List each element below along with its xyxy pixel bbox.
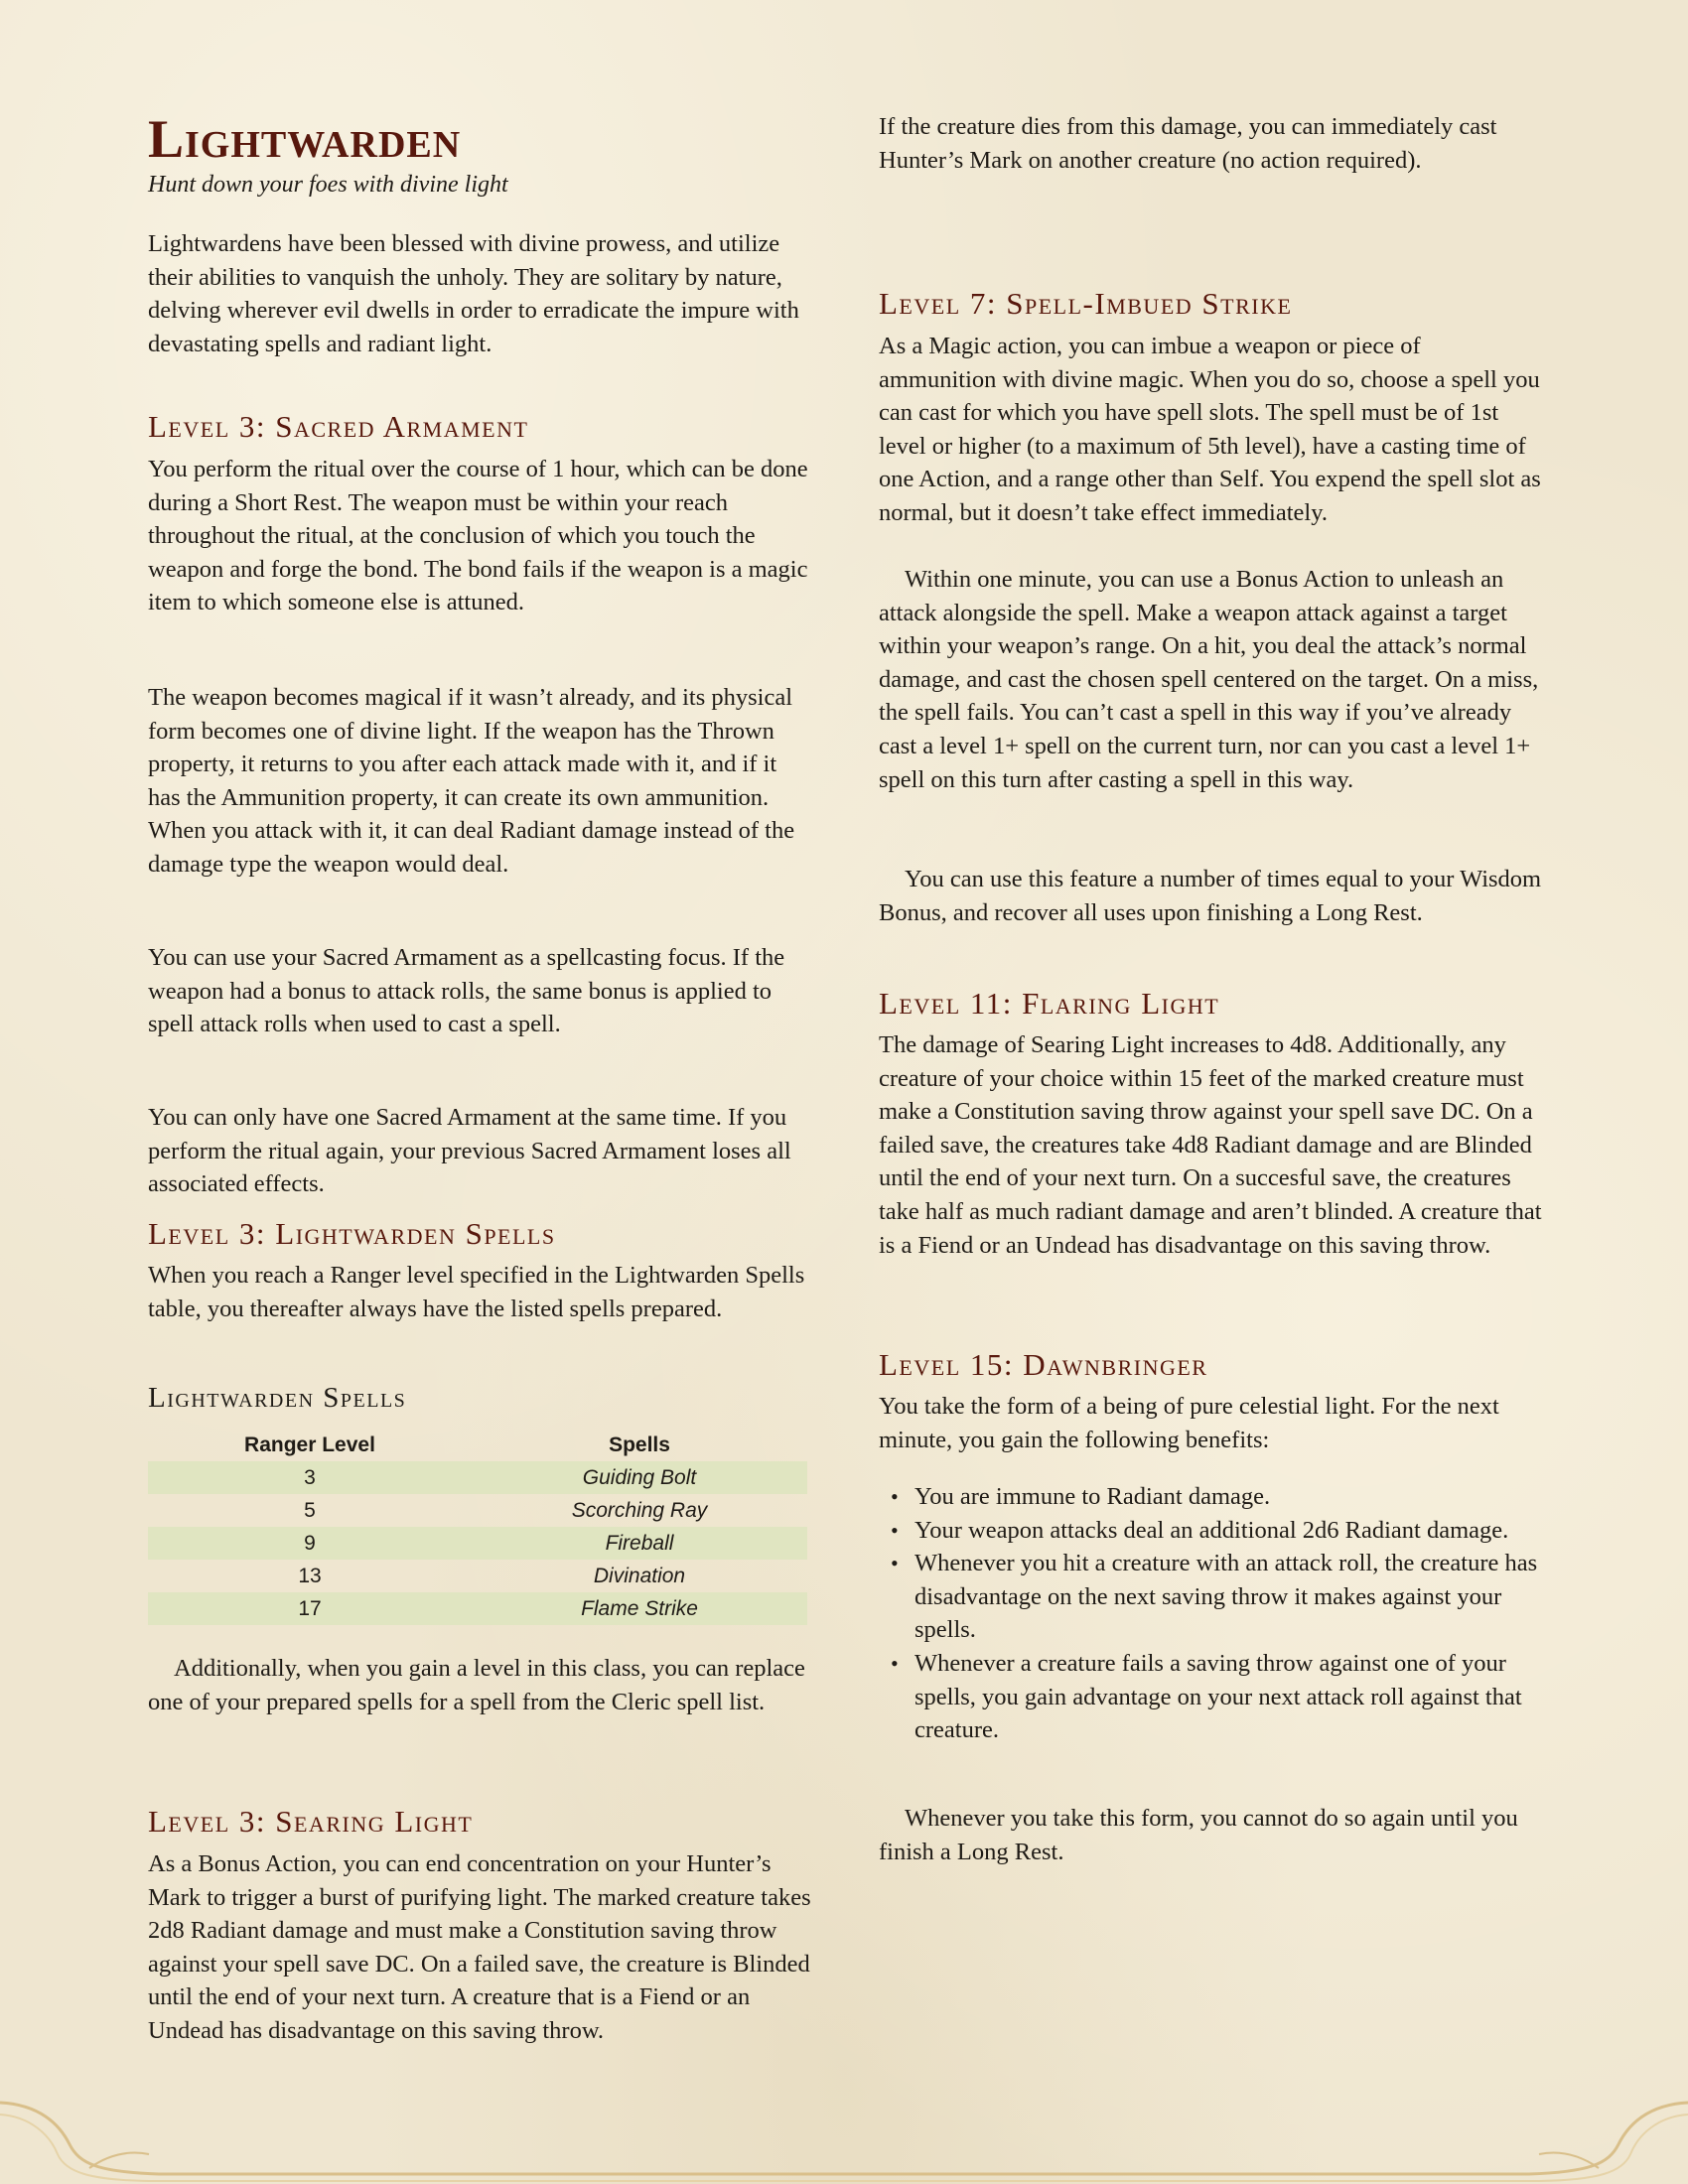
- lightwarden-spells-p2: Additionally, when you gain a level in this class, you can replace one of your prepared spells for a spell from the Cleric spell list.: [148, 1655, 805, 1715]
- list-item: • Whenever a creature fails a saving throw against one of your spells, you gain advantage on your next attack roll against that creature.: [879, 1647, 1542, 1747]
- lightwarden-spells-p1: When you reach a Ranger level specified in the Lightwarden Spells table, you thereafter always have the listed spells prepared.: [148, 1262, 805, 1322]
- table-cell-level: 3: [148, 1461, 472, 1494]
- bullet-icon: •: [891, 1650, 899, 1676]
- table-cell-level: 5: [304, 1498, 316, 1522]
- flaring-light-p1: The damage of Searing Light increases to 4d8. Additionally, any creature of your choice within 15 feet of the marked creature must make a Constitution saving throw against your spell save DC. On a failed save, the creatures take 4d8 Radiant damage and are Blinded until the end of your next turn. On a succesful save, the creatures take half as much radiant damage and aren’t blinded. A creature that is a Fiend or an Undead has disadvantage on this saving throw.: [879, 1031, 1542, 1259]
- table-row: [148, 1494, 807, 1527]
- sacred-armament-p4: You can only have one Sacred Armament at the same time. If you perform the ritual again, your previous Sacred Armament loses all associated effects.: [148, 1104, 791, 1198]
- table-row: [148, 1461, 807, 1494]
- list-item: • Whenever you hit a creature with an attack roll, the creature has disadvantage on the next saving throw it makes against your spells.: [879, 1547, 1542, 1647]
- table-header-ranger-level: Ranger Level: [244, 1433, 375, 1456]
- table-header-spells: Spells: [609, 1433, 670, 1456]
- heading-searing-light: Level 3: Searing Light: [148, 1804, 474, 1839]
- heading-lightwarden-spells: Level 3: Lightwarden Spells: [148, 1216, 556, 1251]
- page-title: Lightwarden: [148, 109, 462, 169]
- spells-table: [148, 1430, 807, 1625]
- table-cell-spell: Guiding Bolt: [472, 1461, 807, 1494]
- page-subtitle: Hunt down your foes with divine light: [148, 172, 508, 198]
- bullet-icon: •: [891, 1517, 899, 1543]
- table-cell-level: 9: [148, 1527, 472, 1560]
- list-item: • Your weapon attacks deal an additional 2d6 Radiant damage.: [879, 1514, 1542, 1548]
- spell-imbued-strike-p2: Within one minute, you can use a Bonus Action to unleash an attack alongside the spell. Make a weapon attack against a target within your weapon’s range. On a hit, you deal the attack’s normal damage, and cast the chosen spell centered on the target. On a miss, the spell fails. You can’t cast a spell in this way if you’ve already cast a level 1+ spell on the current turn, nor can you cast a level 1+ spell on this turn after casting a spell in this way.: [879, 566, 1539, 793]
- heading-dawnbringer: Level 15: Dawnbringer: [879, 1347, 1208, 1382]
- spells-table-title: Lightwarden Spells: [148, 1382, 407, 1414]
- dawnbringer-benefits-list: [879, 1480, 1542, 1747]
- heading-sacred-armament: Level 3: Sacred Armament: [148, 409, 529, 444]
- heading-flaring-light: Level 11: Flaring Light: [879, 986, 1220, 1021]
- footer-ornament: [0, 2085, 1688, 2184]
- list-item: • You are immune to Radiant damage.: [879, 1480, 1542, 1514]
- bullet-icon: •: [891, 1484, 899, 1509]
- dawnbringer-p1: You take the form of a being of pure celestial light. For the next minute, you gain the following benefits:: [879, 1393, 1499, 1453]
- table-cell-spell: Fireball: [472, 1527, 807, 1560]
- bullet-icon: •: [891, 1551, 899, 1576]
- intro-paragraph: Lightwardens have been blessed with divine prowess, and utilize their abilities to vanquish the unholy. They are solitary by nature, delving wherever evil dwells in order to erradicate the impure with devastating spells and radiant light.: [148, 230, 799, 357]
- sacred-armament-p3: You can use your Sacred Armament as a spellcasting focus. If the weapon had a bonus to attack rolls, the same bonus is applied to spell attack rolls when used to cast a spell.: [148, 944, 785, 1038]
- spell-imbued-strike-p3: You can use this feature a number of times equal to your Wisdom Bonus, and recover all uses upon finishing a Long Rest.: [879, 866, 1542, 926]
- table-cell-level: 17: [148, 1592, 472, 1625]
- table-cell-level: 13: [298, 1564, 322, 1587]
- table-row: [148, 1527, 807, 1560]
- heading-spell-imbued-strike: Level 7: Spell-Imbued Strike: [879, 286, 1293, 321]
- table-cell-spell: Divination: [593, 1564, 686, 1587]
- dawnbringer-p2: Whenever you take this form, you cannot do so again until you finish a Long Rest.: [879, 1805, 1518, 1865]
- table-row: [148, 1592, 807, 1625]
- searing-light-p2: If the creature dies from this damage, you can immediately cast Hunter’s Mark on another creature (no action required).: [879, 113, 1497, 174]
- sacred-armament-p1: You perform the ritual over the course of 1 hour, which can be done during a Short Rest. The weapon must be within your reach throughout the ritual, at the conclusion of which you touch the weapon and forge the bond. The bond fails if the weapon is a magic item to which someone else is attuned.: [148, 456, 808, 616]
- table-cell-spell: Flame Strike: [472, 1592, 807, 1625]
- table-cell-spell: Scorching Ray: [571, 1498, 708, 1522]
- sacred-armament-p2: The weapon becomes magical if it wasn’t already, and its physical form becomes one of divine light. If the weapon has the Thrown property, it returns to you after each attack made with it, and if it has the Ammunition property, it can create its own ammunition. When you attack with it, it can deal Radiant damage instead of the damage type the weapon would deal.: [148, 684, 795, 878]
- spell-imbued-strike-p1: As a Magic action, you can imbue a weapon or piece of ammunition with divine magic. When you do so, choose a spell you can cast for which you have spell slots. The spell must be of 1st level or higher (to a maximum of 5th level), have a casting time of one Action, and a range other than Self. You expend the spell slot as normal, but it doesn’t take effect immediately.: [879, 333, 1541, 526]
- searing-light-p1: As a Bonus Action, you can end concentration on your Hunter’s Mark to trigger a burst of purifying light. The marked creature takes 2d8 Radiant damage and must make a Constitution saving throw against your spell save DC. On a failed save, the creature is Blinded until the end of your next turn. A creature that is a Fiend or an Undead has disadvantage on this saving throw.: [148, 1850, 811, 2044]
- table-row: [148, 1560, 807, 1592]
